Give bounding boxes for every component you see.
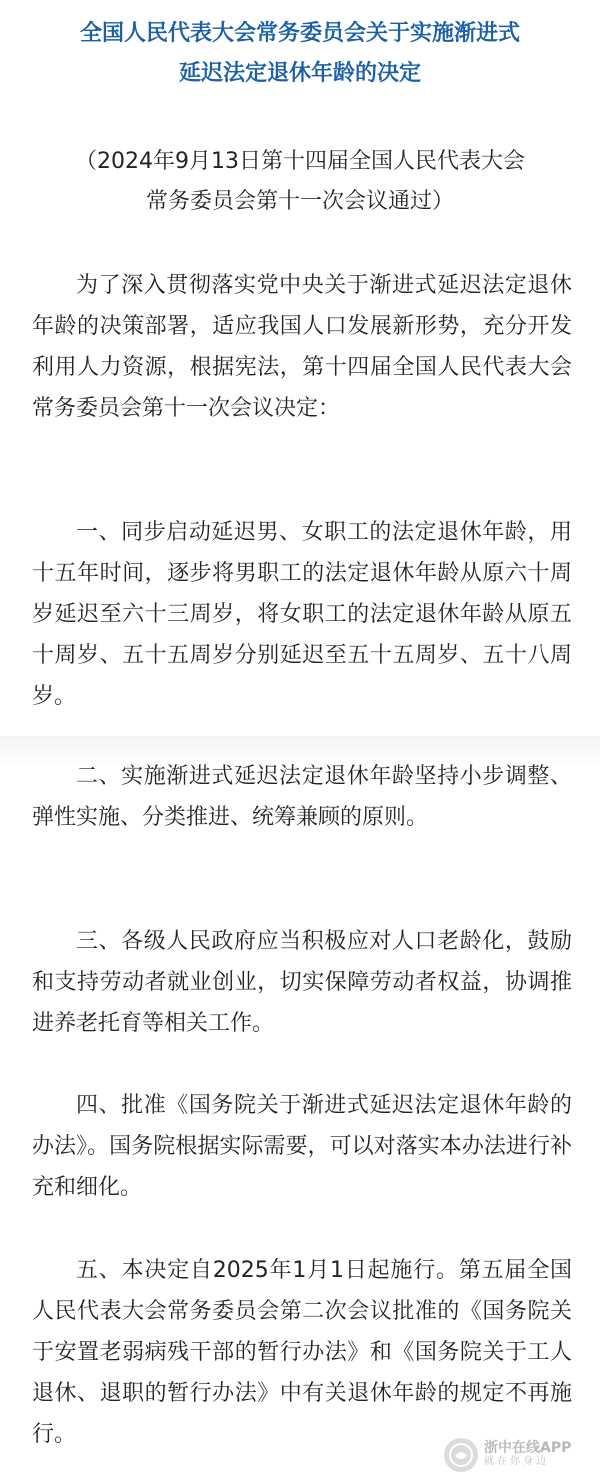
watermark-brand: 浙中在线APP [484, 1440, 572, 1456]
title-line-1: 全国人民代表大会常务委员会关于实施渐进式 [79, 21, 520, 46]
watermark [444, 1437, 594, 1473]
adoption-note-line-1: （2024年9月13日第十四届全国人民代表大会 [75, 149, 525, 174]
title-line-2: 延迟法定退休年龄的决定 [178, 61, 421, 86]
article-3-paragraph: 三、各级人民政府应当积极应对人口老龄化，鼓励和支持劳动者就业创业，切实保障劳动者权益，协调推进养老托育等相关工作。 [32, 929, 572, 1036]
article-2-paragraph: 二、实施渐进式延迟法定退休年龄坚持小步调整、弹性实施、分类推进、统筹兼顾的原则。 [32, 764, 572, 830]
preamble-paragraph: 为了深入贯彻落实党中央关于渐进式延迟法定退休年龄的决策部署，适应我国人口发展新形势，充分开发利用人力资源，根据宪法，第十四届全国人民代表大会常务委员会第十一次会议决定： [32, 273, 572, 421]
document-title [0, 14, 600, 94]
article-1-paragraph: 一、同步启动延迟男、女职工的法定退休年龄，用十五年时间，逐步将男职工的法定退休年龄从原六十周岁延迟至六十三周岁，将女职工的法定退休年龄从原五十周岁、五十五周岁分别延迟至五十五周岁、五十八周岁。 [32, 520, 572, 709]
watermark-slogan: 就在你身边 [484, 1456, 549, 1467]
adoption-note [0, 142, 600, 222]
zhezhong-logo-icon [444, 1438, 478, 1472]
adoption-note-line-2: 常务委员会第十一次会议通过） [145, 189, 454, 214]
article-4-paragraph: 四、批准《国务院关于渐进式延迟法定退休年龄的办法》。国务院根据实际需要，可以对落实本办法进行补充和细化。 [32, 1093, 572, 1200]
article-5-paragraph: 五、本决定自2025年1月1日起施行。第五届全国人民代表大会常务委员会第二次会议批准的《国务院关于安置老弱病残干部的暂行办法》和《国务院关于工人退休、退职的暂行办法》中有关退休年龄的规定不再施行。 [32, 1258, 572, 1447]
